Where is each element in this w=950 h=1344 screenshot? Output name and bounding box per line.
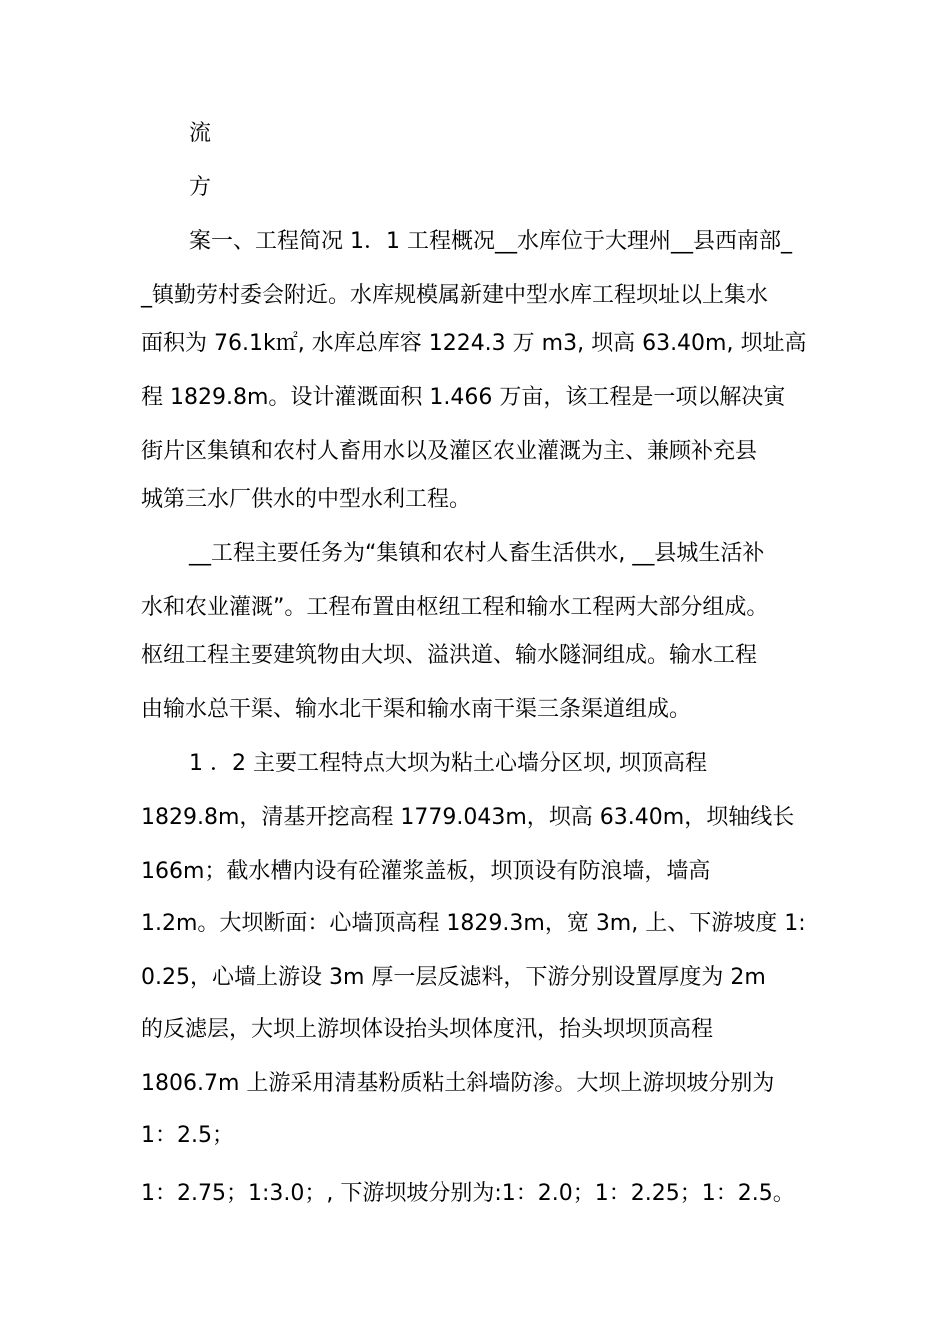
paragraph-3-line-7: 1806.7m 上游采用清基粉质粘土斜墙防渗。大坝上游坝坡分别为 — [141, 1071, 775, 1096]
paragraph-4-line-1: 1：2.75；1:3.0；, 下游坝坡分别为:1：2.0；1：2.25；1：2.5。 — [141, 1181, 795, 1206]
paragraph-2-line-2: 水和农业灌溉”。工程布置由枢纽工程和输水工程两大部分组成。 — [141, 595, 769, 620]
paragraph-1-line-3: 面积为 76.1k㎡, 水库总库容 1224.3 万 m3, 坝高 63.40m, 坝址高 — [141, 331, 807, 356]
paragraph-3-line-6: 的反滤层，大坝上游坝体设抬头坝体度汛，抬头坝坝顶高程 — [141, 1017, 714, 1042]
paragraph-2-line-3: 枢纽工程主要建筑物由大坝、溢洪道、输水隧洞组成。输水工程 — [141, 643, 758, 668]
paragraph-1-line-6: 城第三水厂供水的中型水利工程。 — [141, 487, 472, 512]
paragraph-2-line-1: __工程主要任务为“集镇和农村人畜生活供水, __县城生活补 — [189, 541, 765, 566]
paragraph-1-line-4: 程 1829.8m。设计灌溉面积 1.466 万亩，该工程是一项以解决寅 — [141, 385, 786, 410]
paragraph-1-line-5: 街片区集镇和农村人畜用水以及灌区农业灌溉为主、兼顾补充县 — [141, 439, 758, 464]
heading-line-1: 流 — [189, 121, 212, 146]
paragraph-3-line-2: 1829.8m，清基开挖高程 1779.043m，坝高 63.40m，坝轴线长 — [141, 805, 795, 830]
paragraph-3-line-1: 1 ．2 主要工程特点大坝为粘土心墙分区坝, 坝顶高程 — [189, 751, 707, 776]
paragraph-3-line-4: 1.2m。大坝断面：心墙顶高程 1829.3m，宽 3m, 上、下游坡度 1: — [141, 911, 806, 936]
paragraph-3-line-8: 1：2.5； — [141, 1123, 234, 1148]
paragraph-1-line-2: _镇勤劳村委会附近。水库规模属新建中型水库工程坝址以上集水 — [141, 283, 769, 308]
paragraph-1-line-1: 案一、工程简况 1．1 工程概况__水库位于大理州__县西南部_ — [189, 229, 792, 254]
paragraph-3-line-3: 166m；截水槽内设有砼灌浆盖板，坝顶设有防浪墙，墙高 — [141, 859, 711, 884]
paragraph-3-line-5: 0.25，心墙上游设 3m 厚一层反滤料，下游分别设置厚度为 2m — [141, 965, 766, 990]
heading-line-2: 方 — [189, 175, 212, 200]
paragraph-2-line-4: 由输水总干渠、输水北干渠和输水南干渠三条渠道组成。 — [141, 697, 692, 722]
